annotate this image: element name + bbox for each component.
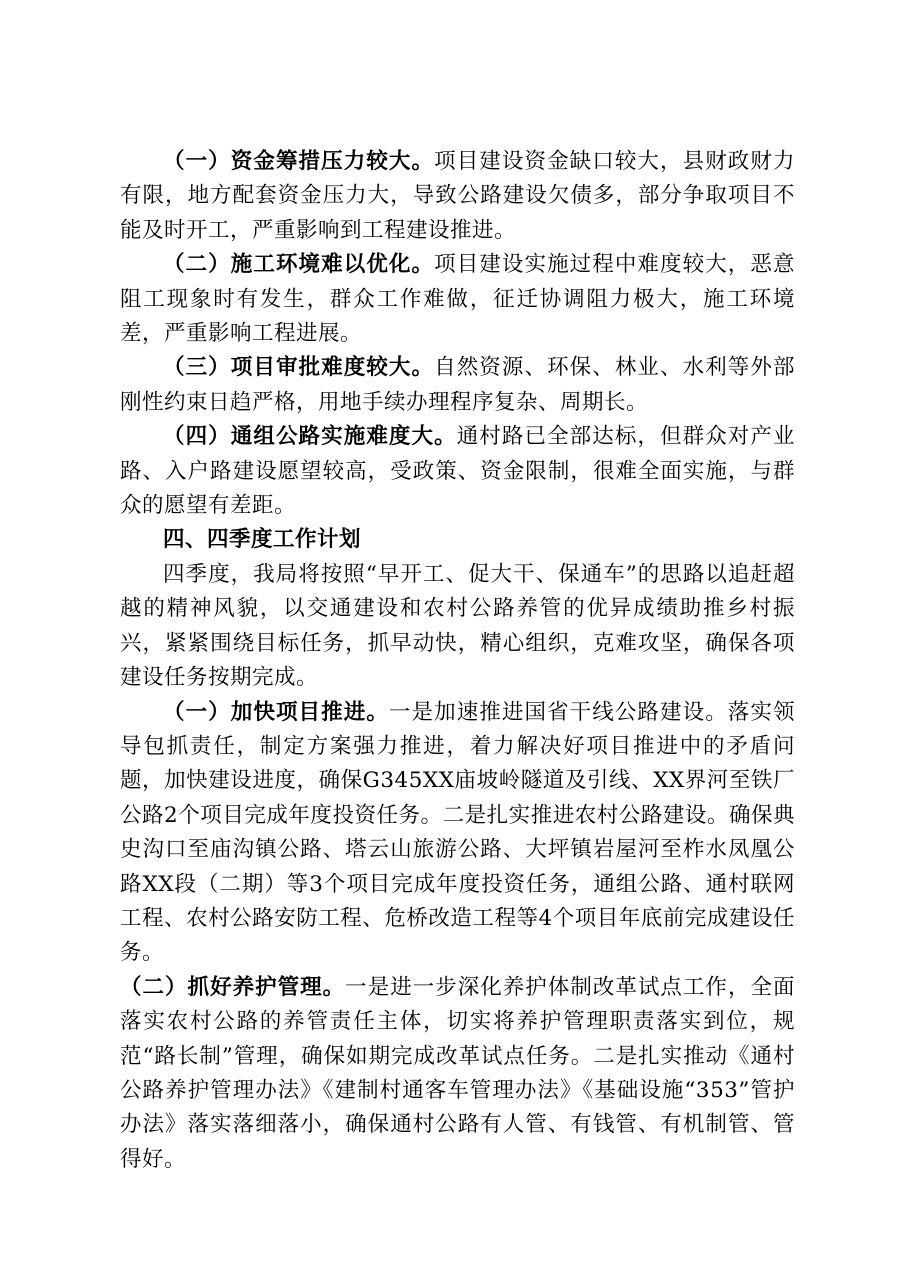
problem-body-2: 项目建设实施过程中难度较大，恶意阻工现象时有发生，群众工作难做，征迁协调阻力极大，施工环境差，严重影响工程进展。 (120, 252, 795, 347)
plan-paragraph-1 (120, 696, 795, 971)
problem-body-4: 通村路已全部达标，但群众对产业路、入户路建设愿望较高，受政策、资金限制，很难全面实施，与群众的愿望有差距。 (120, 424, 795, 519)
section-heading: 四、四季度工作计划 (163, 527, 362, 553)
problem-lead-3: （三）项目审批难度较大。 (163, 355, 435, 381)
plan-paragraph-2 (120, 971, 795, 1177)
problem-paragraph-4 (120, 420, 795, 523)
problem-paragraph-3 (120, 351, 795, 420)
problem-paragraph-2 (120, 248, 795, 351)
plan-lead-1: （一）加快项目推进。 (163, 699, 389, 725)
problem-body-3: 自然资源、环保、林业、水利等外部刚性约束日趋严格，用地手续办理程序复杂、周期长。 (120, 355, 795, 415)
problem-lead-2: （二）施工环境难以优化。 (163, 252, 435, 278)
problem-body-1: 项目建设资金缺口较大，县财政财力有限，地方配套资金压力大，导致公路建设欠债多，部分争取项目不能及时开工，严重影响到工程建设推进。 (120, 149, 795, 243)
problem-lead-1: （一）资金筹措压力较大。 (163, 149, 435, 174)
problem-paragraph-1 (120, 145, 795, 248)
plan-body-1: 一是加速推进国省干线公路建设。落实领导包抓责任，制定方案强力推进，着力解决好项目推进中的矛盾问题，加快建设进度，确保G345XX庙坡岭隧道及引线、XX界河至铁厂公路2个项目完成年度投资任务。二是扎实推进农村公路建设。确保典史沟口至庙沟镇公路、塔云山旅游公路、大坪镇岩屋河至柞水凤凰公路XX段（二期）等3个项目完成年度投资任务，通组公路、通村联网工程、农村公路安防工程、危桥改造工程等4个项目年底前完成建设任务。 (120, 699, 795, 966)
document-page (120, 145, 795, 1177)
plan-lead-2: （二）抓好养护管理。 (120, 974, 346, 1000)
intro-paragraph: 四季度，我局将按照“早开工、促大干、保通车”的思路以追赶超越的精神风貌，以交通建设和农村公路养管的优异成绩助推乡村振兴，紧紧围绕目标任务，抓早动快，精心组织，克难攻坚，确保各项建设任务按期完成。 (120, 561, 795, 691)
problem-lead-4: （四）通组公路实施难度大。 (163, 424, 457, 450)
plan-body-2: 一是进一步深化养护体制改革试点工作，全面落实农村公路的养管责任主体，切实将养护管理职责落实到位，规范“路长制”管理，确保如期完成改革试点任务。二是扎实推动《通村公路养护管理办法》《建制村通客车管理办法》《基础设施“353”管护办法》落实落细落小，确保通村公路有人管、有钱管、有机制管、管得好。 (120, 974, 795, 1172)
